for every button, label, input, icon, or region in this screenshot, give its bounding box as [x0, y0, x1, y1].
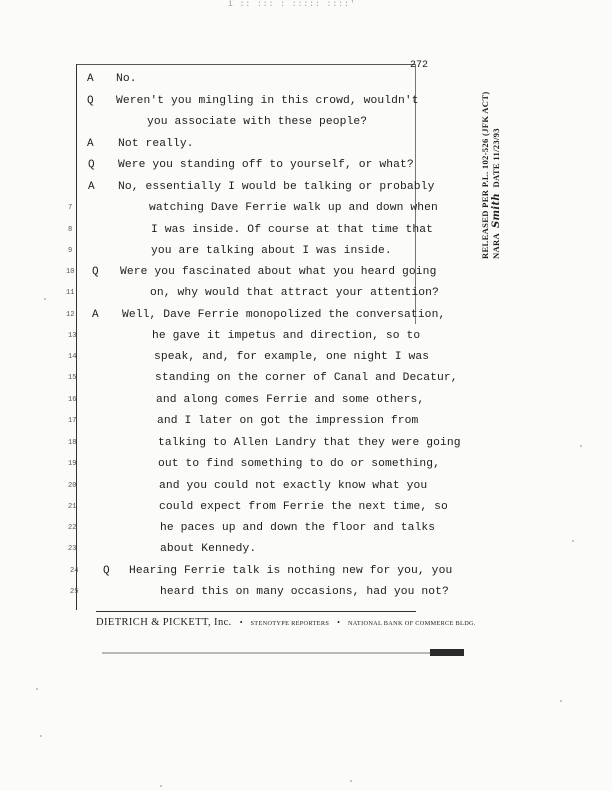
transcript-line: and I later on got the impression from: [157, 415, 419, 427]
transcript-line: you are talking about I was inside.: [151, 245, 392, 257]
question-marker: Q: [103, 565, 110, 577]
transcript-line: watching Dave Ferrie walk up and down when: [149, 202, 438, 214]
footer-separator: •: [239, 618, 243, 627]
transcript-line: out to find something to do or something,: [158, 458, 441, 470]
answer-marker: A: [88, 181, 95, 193]
transcript-line: No, essentially I would be talking or probably: [118, 181, 435, 193]
scan-speck: [44, 298, 46, 300]
scan-speck: [160, 785, 162, 787]
stamp-date: DATE 11/23/93: [491, 128, 501, 188]
footer-address: NATIONAL BANK OF COMMERCE BLDG.: [347, 620, 476, 627]
transcript-line: Weren't you mingling in this crowd, wouldn't: [116, 95, 419, 107]
line-number: 17: [68, 417, 77, 425]
line-number: 22: [68, 524, 77, 532]
scan-speck: [580, 445, 582, 447]
release-stamp: [480, 57, 502, 267]
transcript-line: No.: [116, 73, 137, 85]
transcript-line: and you could not exactly know what you: [159, 480, 428, 492]
scan-speck: [40, 735, 42, 737]
line-number: 11: [66, 289, 75, 297]
scan-speck: [36, 688, 38, 690]
line-number: 15: [68, 374, 77, 382]
line-number: 21: [68, 503, 77, 511]
transcript-line: speak, and, for example, one night I was: [154, 351, 430, 363]
transcript-line: could expect from Ferrie the next time, so: [159, 501, 448, 513]
transcript-line: on, why would that attract your attention?: [150, 287, 439, 299]
line-number: 25: [70, 588, 79, 596]
answer-marker: A: [92, 309, 99, 321]
reporter-footer: [96, 612, 476, 630]
scan-speck: [572, 540, 574, 542]
transcript-line: you associate with these people?: [147, 116, 368, 128]
transcript-line: he gave it impetus and direction, so to: [152, 330, 421, 342]
scan-speck: [350, 780, 352, 782]
stamp-signature: Smith: [491, 192, 502, 228]
transcript-line: I was inside. Of course at that time that: [151, 224, 434, 236]
line-number: 12: [66, 311, 75, 319]
line-number: 13: [68, 332, 77, 340]
transcript-line: Were you standing off to yourself, or what?: [118, 159, 414, 171]
transcript-line: Were you fascinated about what you heard going: [120, 266, 437, 278]
footer-separator: •: [337, 618, 340, 627]
line-number: 8: [68, 226, 73, 234]
transcript-line: heard this on many occasions, had you not?: [160, 586, 449, 598]
release-stamp-line-1: RELEASED PER P.L. 102-526 (JFK ACT): [480, 91, 490, 259]
transcript-line: talking to Allen Landry that they were going: [158, 437, 461, 449]
line-number: 18: [68, 439, 77, 447]
transcript-line: he paces up and down the floor and talks: [160, 522, 436, 534]
line-number: 24: [70, 567, 79, 575]
answer-marker: A: [87, 73, 94, 85]
question-marker: Q: [87, 95, 94, 107]
transcript-line: and along comes Ferrie and some others,: [156, 394, 425, 406]
question-marker: Q: [92, 266, 99, 278]
line-number: 7: [68, 204, 73, 212]
line-number: 16: [68, 396, 77, 404]
top-margin-scrawl: i :: ::: : ::::: ::::': [228, 0, 356, 9]
line-number: 14: [68, 353, 77, 361]
page-frame-top: [76, 64, 416, 65]
scan-speck: [560, 700, 562, 702]
transcript-line: Not really.: [118, 138, 194, 150]
question-marker: Q: [88, 159, 95, 171]
footer-service: STENOTYPE REPORTERS: [250, 620, 330, 627]
stamp-nara-label: NARA: [491, 233, 501, 259]
transcript-line: about Kennedy.: [160, 543, 257, 555]
scan-artifact-dark-bar: [430, 649, 464, 656]
footer-firm: DIETRICH & PICKETT, Inc.: [96, 617, 232, 628]
transcript-line: Well, Dave Ferrie monopolized the conversation,: [122, 309, 446, 321]
line-number: 19: [68, 460, 77, 468]
line-number: 9: [68, 247, 73, 255]
line-number: 10: [66, 268, 75, 276]
answer-marker: A: [87, 138, 94, 150]
transcript-line: Hearing Ferrie talk is nothing new for you, you: [129, 565, 453, 577]
page-number: 272: [410, 60, 429, 71]
scan-artifact-bar: [102, 652, 432, 654]
line-number: 20: [68, 482, 77, 490]
transcript-line: standing on the corner of Canal and Decatur,: [155, 372, 458, 384]
line-number: 23: [68, 545, 77, 553]
release-stamp-line-2: [491, 128, 502, 259]
